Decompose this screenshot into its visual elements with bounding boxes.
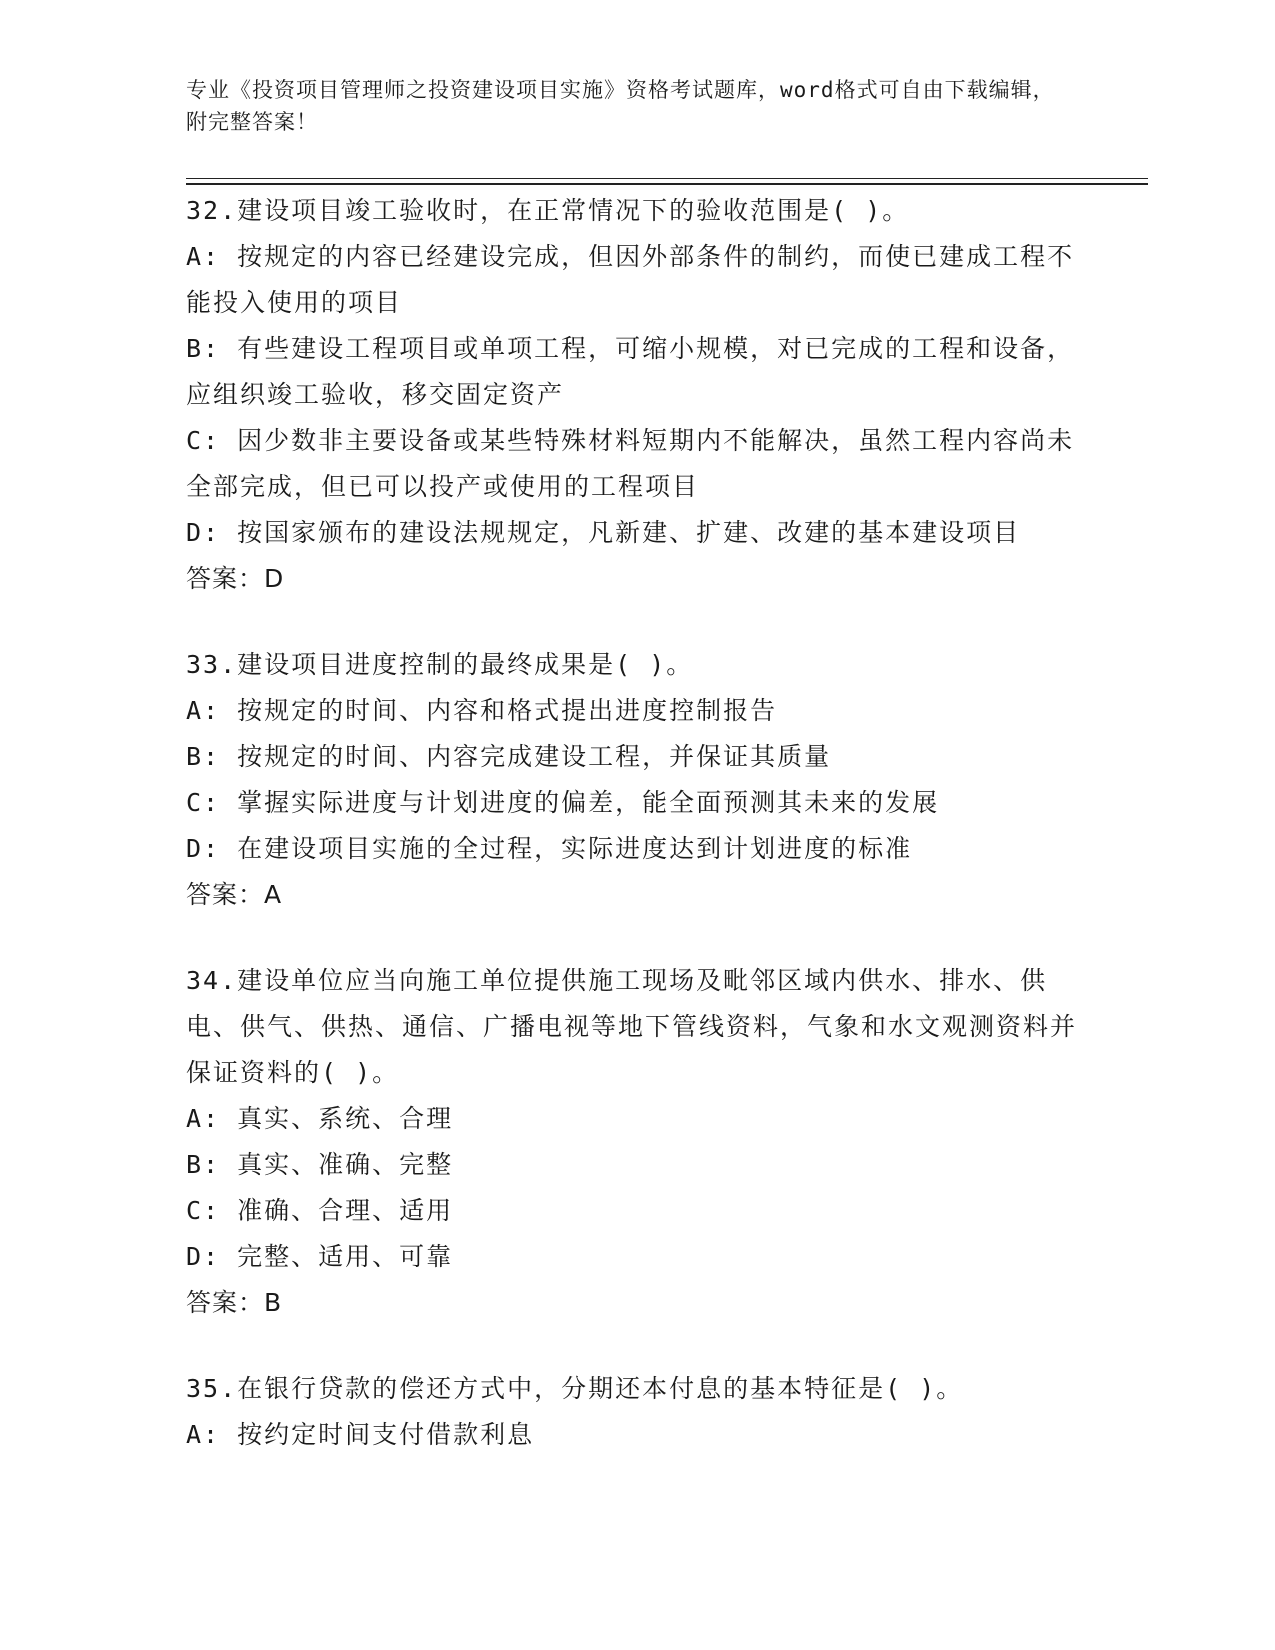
option-c: C: 因少数非主要设备或某些特殊材料短期内不能解决，虽然工程内容尚未全部完成，但已可以投产或使用的工程项目 — [186, 426, 1075, 501]
question-list — [186, 188, 1086, 1498]
question-stem: 34.建设单位应当向施工单位提供施工现场及毗邻区域内供水、排水、供电、供气、供热、通信、广播电视等地下管线资料，气象和水文观测资料并保证资料的( )。 — [186, 966, 1078, 1087]
option-d: D: 在建设项目实施的全过程，实际进度达到计划进度的标准 — [186, 834, 913, 863]
question-33 — [186, 642, 1086, 918]
option-b: B: 真实、准确、完整 — [186, 1150, 454, 1179]
question-32 — [186, 188, 1086, 602]
option-b: B: 按规定的时间、内容完成建设工程，并保证其质量 — [186, 742, 832, 771]
question-stem: 32.建设项目竣工验收时，在正常情况下的验收范围是( )。 — [186, 196, 910, 225]
question-34 — [186, 958, 1086, 1326]
header-divider-thick — [186, 183, 1148, 185]
option-a: A: 按规定的内容已经建设完成，但因外部条件的制约，而使已建成工程不能投入使用的项目 — [186, 242, 1075, 317]
answer-label: 答案：A — [186, 880, 283, 909]
question-stem: 33.建设项目进度控制的最终成果是( )。 — [186, 650, 694, 679]
option-a: A: 按规定的时间、内容和格式提出进度控制报告 — [186, 696, 778, 725]
option-d: D: 按国家颁布的建设法规规定，凡新建、扩建、改建的基本建设项目 — [186, 518, 1021, 547]
option-c: C: 准确、合理、适用 — [186, 1196, 454, 1225]
question-35 — [186, 1366, 1086, 1458]
question-stem: 35.在银行贷款的偿还方式中，分期还本付息的基本特征是( )。 — [186, 1374, 964, 1403]
header-intro-text: 专业《投资项目管理师之投资建设项目实施》资格考试题库，word格式可自由下载编辑，附完整答案！ — [186, 78, 1055, 134]
document-header — [186, 74, 1066, 138]
answer-label: 答案：B — [186, 1288, 283, 1317]
option-b: B: 有些建设工程项目或单项工程，可缩小规模，对已完成的工程和设备，应组织竣工验收，移交固定资产 — [186, 334, 1075, 409]
option-a: A: 真实、系统、合理 — [186, 1104, 454, 1133]
answer-label: 答案：D — [186, 564, 285, 593]
option-c: C: 掌握实际进度与计划进度的偏差，能全面预测其未来的发展 — [186, 788, 940, 817]
header-divider-thin — [186, 178, 1148, 179]
option-a: A: 按约定时间支付借款利息 — [186, 1420, 535, 1449]
option-d: D: 完整、适用、可靠 — [186, 1242, 454, 1271]
